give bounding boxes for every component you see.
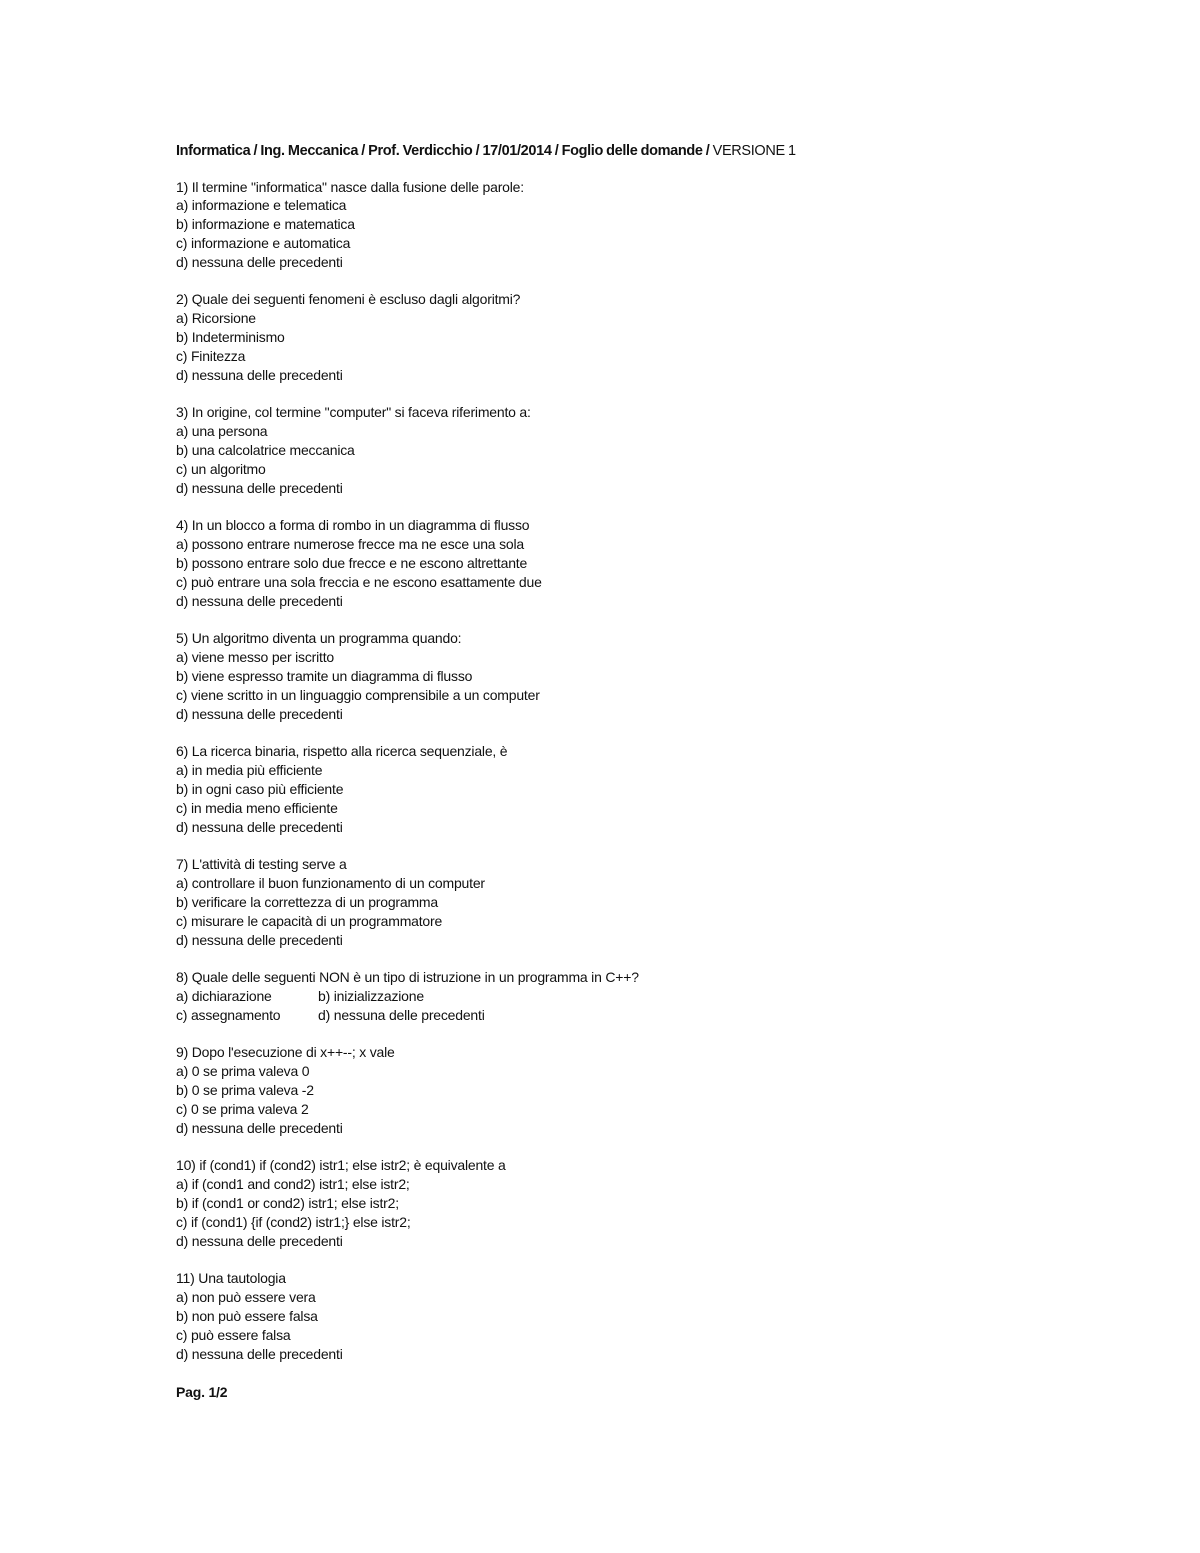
question-block [176, 1156, 1076, 1250]
answer-option: d) nessuna delle precedenti [176, 1119, 343, 1136]
answer-option: c) Finitezza [176, 348, 246, 365]
answer-option: a) Ricorsione [176, 310, 256, 327]
answer-option: b) in ogni caso più efficiente [176, 781, 344, 798]
question-block [176, 1269, 1076, 1363]
answer-option: d) nessuna delle precedenti [318, 1006, 485, 1023]
answer-option: d) nessuna delle precedenti [176, 705, 343, 722]
answer-option-row [176, 1006, 1076, 1025]
question-text: 7) L'attività di testing serve a [176, 856, 347, 873]
question-block [176, 516, 1076, 610]
answer-option: d) nessuna delle precedenti [176, 818, 343, 835]
answer-option: c) informazione e automatica [176, 235, 351, 252]
question-text: 1) Il termine "informatica" nasce dalla fusione delle parole: [176, 178, 524, 195]
answer-option: a) in media più efficiente [176, 762, 323, 779]
question-text: 11) Una tautologia [176, 1270, 286, 1287]
answer-option: b) viene espresso tramite un diagramma di flusso [176, 668, 473, 685]
header-version: VERSIONE 1 [709, 143, 796, 159]
answer-option: d) nessuna delle precedenti [176, 592, 343, 609]
answer-option: a) if (cond1 and cond2) istr1; else istr2; [176, 1176, 410, 1193]
question-text: 9) Dopo l'esecuzione di x++--; x vale [176, 1044, 395, 1061]
answer-option: c) può essere falsa [176, 1326, 291, 1343]
answer-option: a) non può essere vera [176, 1289, 316, 1306]
answer-option: b) informazione e matematica [176, 216, 355, 233]
answer-option: c) può entrare una sola freccia e ne escono esattamente due [176, 574, 542, 591]
answer-option: b) 0 se prima valeva -2 [176, 1082, 314, 1099]
answer-option: a) una persona [176, 423, 268, 440]
question-block [176, 742, 1076, 836]
answer-option: a) viene messo per iscritto [176, 649, 334, 666]
answer-option-row [176, 987, 1076, 1006]
question-block [176, 403, 1076, 497]
document-header [176, 141, 1076, 161]
answer-option: a) informazione e telematica [176, 197, 347, 214]
question-text: 5) Un algoritmo diventa un programma quando: [176, 630, 462, 647]
answer-option: c) assegnamento [176, 1006, 281, 1023]
answer-option: d) nessuna delle precedenti [176, 479, 343, 496]
question-text: 8) Quale delle seguenti NON è un tipo di istruzione in un programma in C++? [176, 969, 639, 986]
answer-option: a) 0 se prima valeva 0 [176, 1063, 310, 1080]
answer-option: d) nessuna delle precedenti [176, 1232, 343, 1249]
question-block [176, 629, 1076, 723]
answer-option: b) una calcolatrice meccanica [176, 442, 355, 459]
question-block [176, 968, 1076, 1025]
answer-option: c) viene scritto in un linguaggio comprensibile a un computer [176, 686, 540, 703]
question-block [176, 1043, 1076, 1137]
answer-option: c) un algoritmo [176, 461, 266, 478]
answer-option: b) inizializzazione [318, 988, 424, 1005]
answer-option: c) 0 se prima valeva 2 [176, 1101, 309, 1118]
question-block [176, 855, 1076, 949]
answer-option: b) if (cond1 or cond2) istr1; else istr2; [176, 1195, 399, 1212]
answer-option: c) if (cond1) {if (cond2) istr1;} else istr2; [176, 1213, 411, 1230]
question-text: 6) La ricerca binaria, rispetto alla ricerca sequenziale, è [176, 743, 508, 760]
answer-option: a) dichiarazione [176, 988, 272, 1005]
page-number: Pag. 1/2 [176, 1384, 228, 1401]
question-block [176, 178, 1076, 272]
document-page [176, 141, 1076, 1402]
question-text: 3) In origine, col termine "computer" si faceva riferimento a: [176, 404, 531, 421]
question-text: 10) if (cond1) if (cond2) istr1; else istr2; è equivalente a [176, 1157, 506, 1174]
answer-option: c) in media meno efficiente [176, 799, 338, 816]
answer-option: b) Indeterminismo [176, 329, 285, 346]
answer-option: b) verificare la correttezza di un programma [176, 894, 438, 910]
answer-option: d) nessuna delle precedenti [176, 1345, 343, 1362]
answer-option: b) possono entrare solo due frecce e ne escono altrettante [176, 555, 528, 572]
answer-option: d) nessuna delle precedenti [176, 931, 343, 948]
answer-option: c) misurare le capacità di un programmatore [176, 912, 443, 929]
question-block [176, 290, 1076, 384]
answer-option: d) nessuna delle precedenti [176, 367, 343, 384]
answer-option: a) controllare il buon funzionamento di un computer [176, 875, 485, 892]
header-title: Informatica / Ing. Meccanica / Prof. Verdicchio / 17/01/2014 / Foglio delle domande / [176, 143, 710, 159]
question-list [176, 178, 1076, 1364]
question-text: 2) Quale dei seguenti fenomeni è escluso dagli algoritmi? [176, 291, 521, 308]
answer-option: b) non può essere falsa [176, 1308, 318, 1325]
answer-option: a) possono entrare numerose frecce ma ne esce una sola [176, 536, 524, 553]
answer-option: d) nessuna delle precedenti [176, 254, 343, 271]
question-text: 4) In un blocco a forma di rombo in un diagramma di flusso [176, 517, 530, 534]
